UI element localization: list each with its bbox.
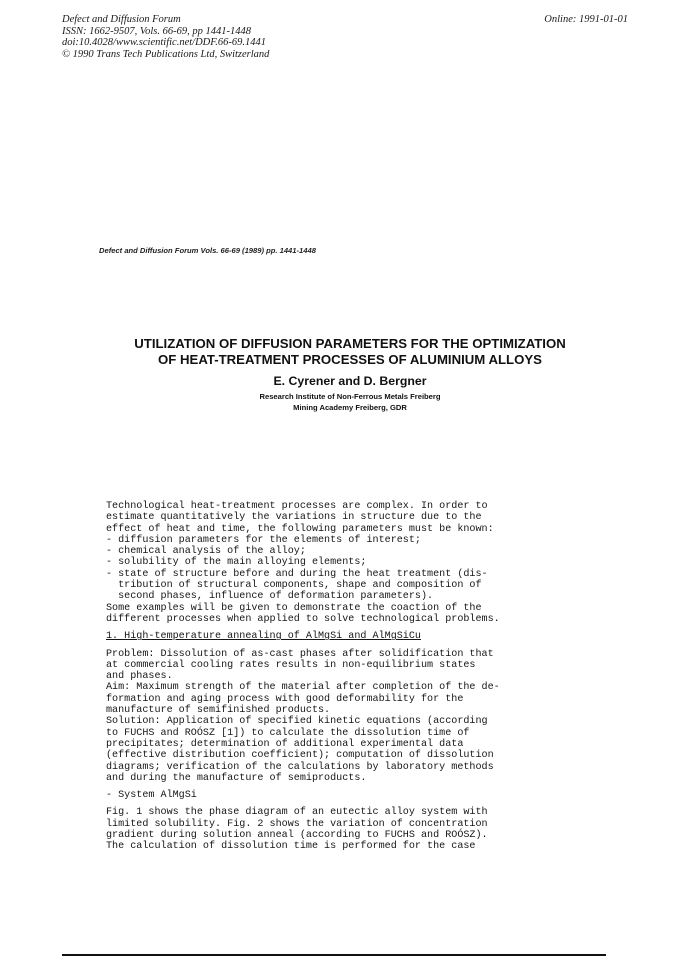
- journal-header: [62, 14, 269, 60]
- intro-line: second phases, influence of deformation parameters).: [106, 591, 434, 603]
- solution-line: diagrams; verification of the calculations by laboratory methods: [106, 761, 494, 773]
- intro-line: - state of structure before and during the heat treatment (dis-: [106, 568, 488, 580]
- body-text: [106, 501, 556, 853]
- paper-title: [80, 336, 620, 368]
- intro-line: - diffusion parameters for the elements of interest;: [106, 534, 421, 546]
- solution-line: Solution: Application of specified kinetic equations (according: [106, 716, 488, 728]
- problem-line: at commercial cooling rates results in non-equilibrium states: [106, 659, 476, 671]
- intro-line: - chemical analysis of the alloy;: [106, 546, 306, 558]
- intro-line: different processes when applied to solve technological problems.: [106, 613, 500, 625]
- header-doi: doi:10.4028/www.scientific.net/DDF.66-69.1441: [62, 37, 267, 48]
- affiliation: [80, 391, 620, 413]
- intro-line: Technological heat-treatment processes are complex. In order to: [106, 501, 488, 512]
- online-date: Online: 1991-01-01: [544, 14, 628, 25]
- intro-line: effect of heat and time, the following parameters must be known:: [106, 523, 494, 535]
- bottom-rule: [62, 954, 606, 956]
- aim-line: formation and aging process with good deformability for the: [106, 693, 464, 705]
- affiliation-line: Research Institute of Non-Ferrous Metals Freiberg: [259, 392, 441, 401]
- section-heading: 1. High-temperature annealing of AlMgSi and AlMgSiCu: [106, 631, 421, 643]
- title-line: UTILIZATION OF DIFFUSION PARAMETERS FOR THE OPTIMIZATION: [134, 336, 566, 351]
- solution-line: and during the manufacture of semiproducts.: [106, 772, 367, 784]
- intro-line: estimate quantitatively the variations in structure due to the: [106, 512, 482, 524]
- header-journal-name: Defect and Diffusion Forum: [62, 14, 181, 25]
- solution-line: to FUCHS and ROÓSZ [1]) to calculate the dissolution time of: [106, 727, 470, 739]
- title-line: OF HEAT-TREATMENT PROCESSES OF ALUMINIUM ALLOYS: [158, 352, 542, 367]
- aim-line: Aim: Maximum strength of the material after completion of the de-: [106, 682, 500, 694]
- fig-line: Fig. 1 shows the phase diagram of an eutectic alloy system with: [106, 807, 488, 819]
- intro-line: - solubility of the main alloying elements;: [106, 557, 367, 569]
- header-copyright: © 1990 Trans Tech Publications Ltd, Switzerland: [62, 48, 270, 60]
- solution-line: (effective distribution coefficient); computation of dissolution: [106, 750, 494, 762]
- citation-line: Defect and Diffusion Forum Vols. 66-69 (1989) pp. 1441-1448: [99, 246, 316, 255]
- affiliation-line: Mining Academy Freiberg, GDR: [293, 403, 407, 412]
- intro-line: Some examples will be given to demonstrate the coaction of the: [106, 602, 482, 614]
- header-issn: ISSN: 1662-9507, Vols. 66-69, pp 1441-1448: [62, 25, 251, 37]
- fig-line: The calculation of dissolution time is performed for the case: [106, 841, 476, 853]
- aim-line: manufacture of semifinished products.: [106, 705, 331, 717]
- fig-line: gradient during solution anneal (according to FUCHS and ROÓSZ).: [106, 830, 488, 842]
- problem-line: Problem: Dissolution of as-cast phases after solidification that: [106, 648, 494, 660]
- intro-line: tribution of structural components, shape and composition of: [106, 580, 482, 592]
- fig-line: limited solubility. Fig. 2 shows the variation of concentration: [106, 818, 488, 830]
- solution-line: precipitates; determination of additional experimental data: [106, 738, 464, 750]
- authors: E. Cyrener and D. Bergner: [273, 374, 427, 388]
- problem-line: and phases.: [106, 671, 173, 683]
- system-subheading: - System AlMgSi: [106, 790, 197, 802]
